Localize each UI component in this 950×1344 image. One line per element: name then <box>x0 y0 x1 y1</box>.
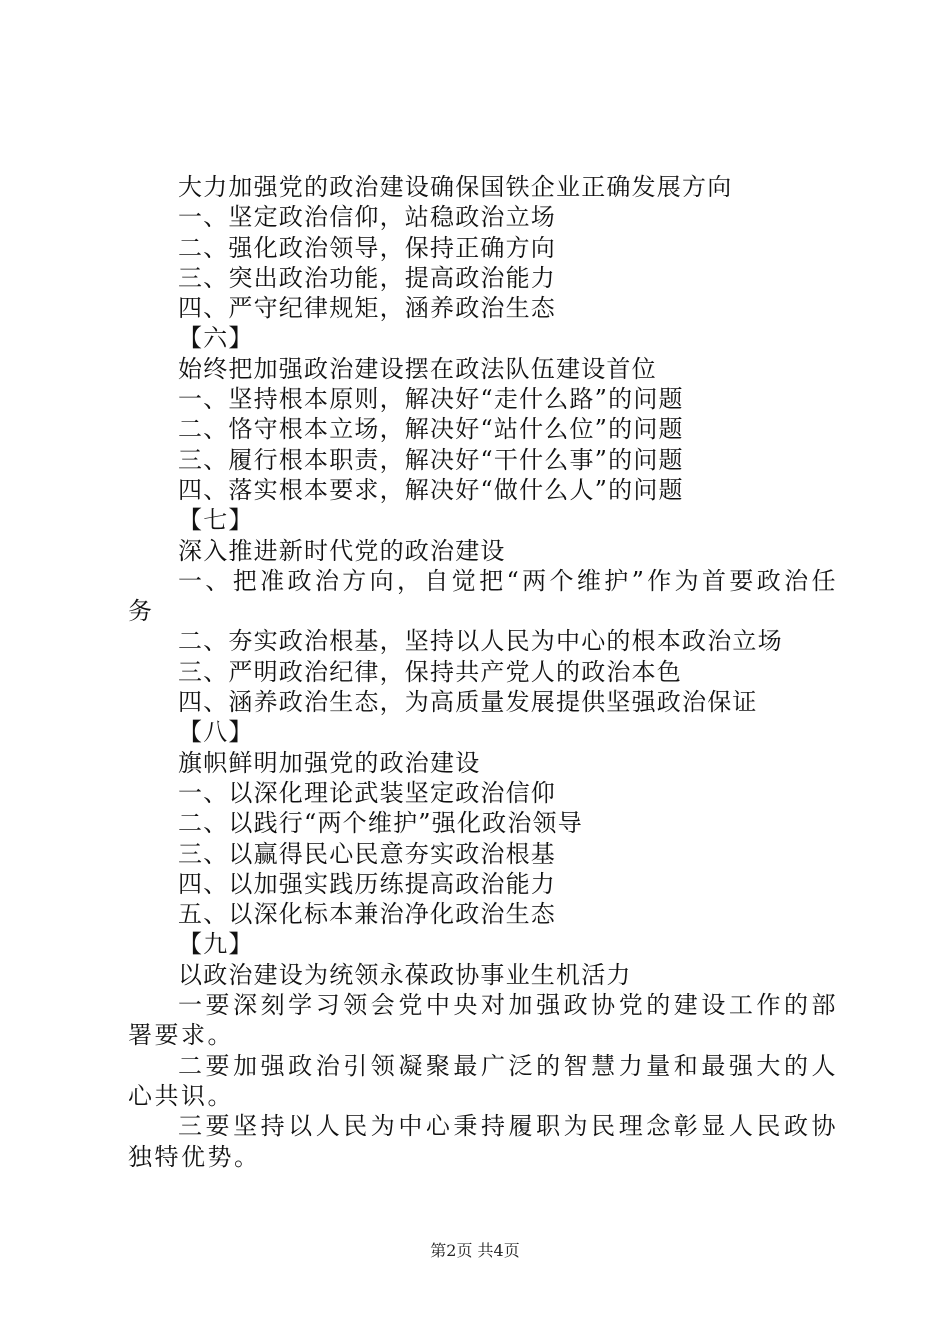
paragraph: 三要坚持以人民为中心秉持履职为民理念彰显人民政协独特优势。 <box>128 1112 838 1171</box>
list-item: 一、坚持根本原则，解决好“走什么路”的问题 <box>178 385 684 414</box>
page-footer: 第2页 共4页 <box>430 1241 520 1260</box>
list-item: 二、恪守根本立场，解决好“站什么位”的问题 <box>178 415 684 444</box>
list-item: 二、夯实政治根基，坚持以人民为中心的根本政治立场 <box>178 627 783 656</box>
paragraph: 一要深刻学习领会党中央对加强政协党的建设工作的部署要求。 <box>128 991 838 1050</box>
section-marker: 【八】 <box>178 718 254 747</box>
list-item: 五、以深化标本兼治净化政治生态 <box>178 900 556 929</box>
list-item: 四、严守纪律规矩，涵养政治生态 <box>178 294 556 323</box>
list-item: 三、严明政治纪律，保持共产党人的政治本色 <box>178 657 682 686</box>
list-item: 一、以深化理论武装坚定政治信仰 <box>178 778 556 807</box>
list-item: 三、突出政治功能，提高政治能力 <box>178 263 556 292</box>
list-item: 四、落实根本要求，解决好“做什么人”的问题 <box>178 475 684 504</box>
list-item: 二、以践行“两个维护”强化政治领导 <box>178 809 583 838</box>
list-item: 四、涵养政治生态，为高质量发展提供坚强政治保证 <box>178 688 758 717</box>
section-title: 始终把加强政治建设摆在政法队伍建设首位 <box>178 354 657 383</box>
section-title: 旗帜鲜明加强党的政治建设 <box>178 748 481 777</box>
section-marker: 【六】 <box>178 324 254 353</box>
document-body <box>128 172 838 1172</box>
list-item: 一、坚定政治信仰，站稳政治立场 <box>178 203 556 232</box>
list-item: 三、以赢得民心民意夯实政治根基 <box>178 839 556 868</box>
section-title: 大力加强党的政治建设确保国铁企业正确发展方向 <box>178 173 733 201</box>
list-item: 二、强化政治领导，保持正确方向 <box>178 233 556 262</box>
list-item: 四、以加强实践历练提高政治能力 <box>178 869 556 898</box>
section-title: 以政治建设为统领永葆政协事业生机活力 <box>178 960 632 989</box>
paragraph: 二要加强政治引领凝聚最广泛的智慧力量和最强大的人心共识。 <box>128 1051 838 1110</box>
list-item: 三、履行根本职责，解决好“干什么事”的问题 <box>178 445 684 474</box>
section-marker: 【九】 <box>178 930 254 959</box>
section-marker: 【七】 <box>178 506 254 535</box>
paragraph: 一、把准政治方向，自觉把“两个维护”作为首要政治任务 <box>128 566 838 626</box>
section-title: 深入推进新时代党的政治建设 <box>178 536 506 565</box>
